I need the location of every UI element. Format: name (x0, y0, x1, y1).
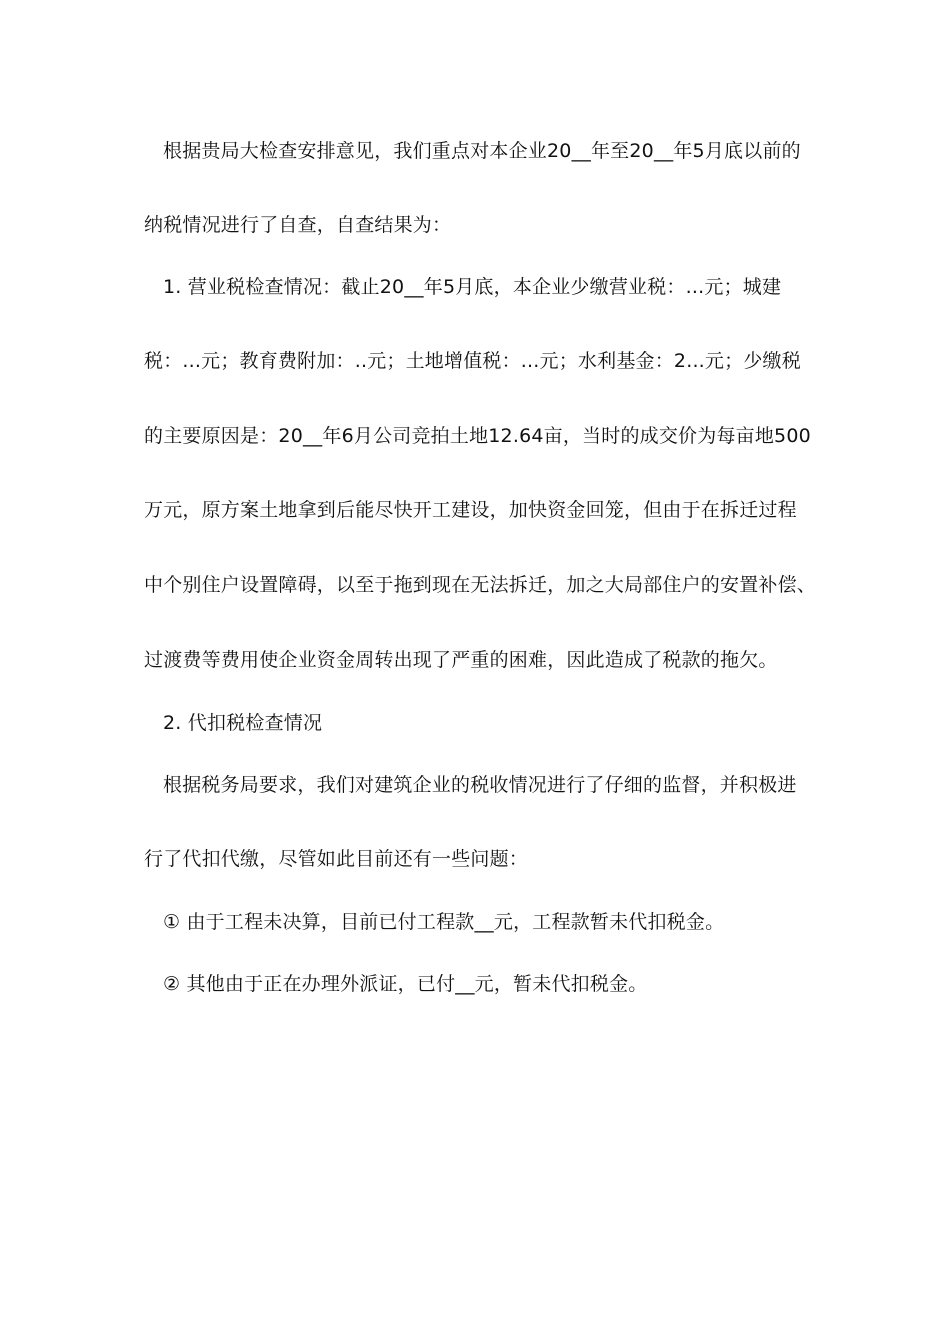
issue-item-2: ② 其他由于正在办理外派证，已付__元，暂未代扣税金。 (163, 973, 648, 995)
section-2-line-1: 根据税务局要求，我们对建筑企业的税收情况进行了仔细的监督，并积极进 (163, 774, 797, 796)
section-1-line-4: 万元，原方案土地拿到后能尽快开工建设，加快资金回笼，但由于在拆迁过程 (144, 499, 797, 521)
paragraph-intro-line-1: 根据贵局大检查安排意见，我们重点对本企业20__年至20__年5月底以前的 (163, 140, 801, 162)
section-2-line-2: 行了代扣代缴，尽管如此目前还有一些问题： (144, 848, 529, 870)
section-1-line-1: 1. 营业税检查情况：截止20__年5月底，本企业少缴营业税：...元；城建 (163, 276, 782, 298)
section-1-line-6: 过渡费等费用使企业资金周转出现了严重的困难，因此造成了税款的拖欠。 (144, 649, 778, 671)
section-1-line-5: 中个别住户设置障碍，以至于拖到现在无法拆迁，加之大局部住户的安置补偿、 (144, 574, 817, 596)
section-2-heading: 2. 代扣税检查情况 (163, 712, 323, 734)
paragraph-intro-line-2: 纳税情况进行了自查，自查结果为： (144, 214, 452, 236)
section-1-line-2: 税：...元；教育费附加：..元；土地增值税：...元；水利基金：2...元；少缴税 (144, 350, 801, 372)
issue-item-1: ① 由于工程未决算，目前已付工程款__元，工程款暂未代扣税金。 (163, 911, 725, 933)
section-1-line-3: 的主要原因是：20__年6月公司竞拍土地12.64亩，当时的成交价为每亩地500 (144, 425, 811, 447)
